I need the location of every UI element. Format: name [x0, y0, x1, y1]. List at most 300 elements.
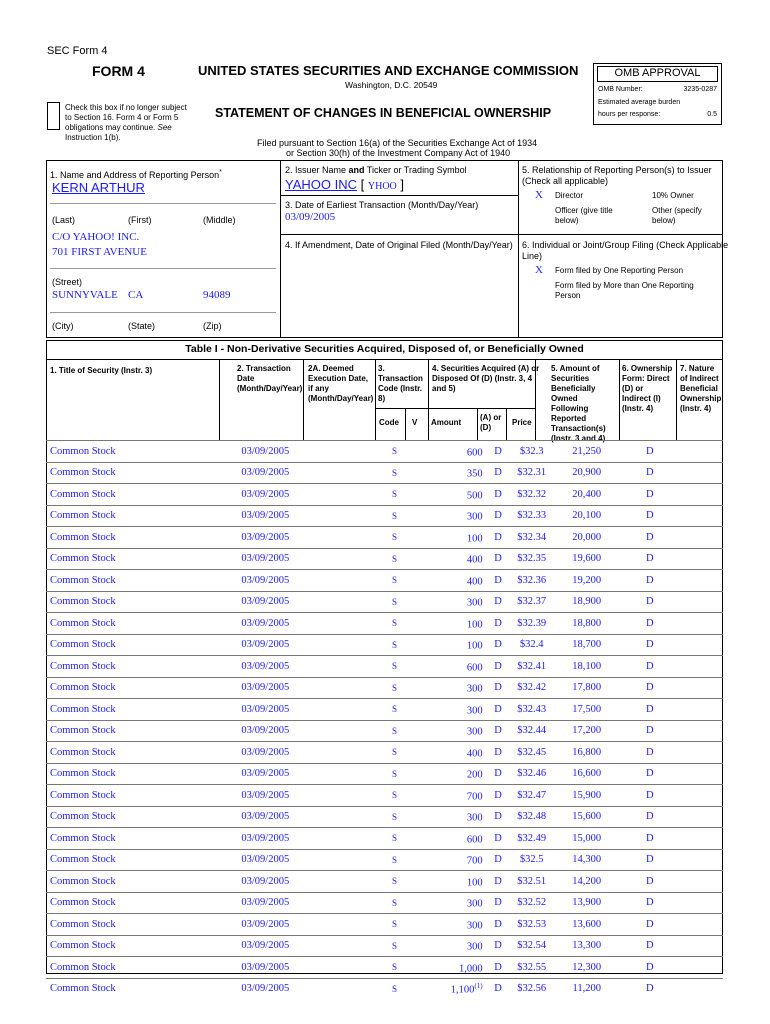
transaction-code-cell: S	[379, 871, 409, 893]
security-title-cell: Common Stock	[46, 613, 223, 635]
officer-label: Officer (give title below)	[555, 206, 613, 225]
ownership-form-cell: D	[621, 570, 679, 592]
ownership-form-cell: D	[621, 806, 679, 828]
nature-indirect-cell	[679, 677, 723, 699]
transaction-code-cell: S	[379, 591, 409, 613]
col-ownership-form: 6. Ownership Form: Direct (D) or Indirect (I) (Instr. 4)	[622, 364, 673, 413]
v-cell	[409, 699, 429, 721]
v-cell	[409, 849, 429, 871]
transaction-code-cell: S	[379, 677, 409, 699]
transaction-code-cell: S	[379, 441, 409, 463]
more-persons-label: Form filed by More than One Reporting Person	[555, 281, 694, 300]
statement-title: STATEMENT OF CHANGES IN BENEFICIAL OWNERSHIP	[215, 106, 552, 120]
table-row	[46, 763, 723, 785]
amount-owned-cell: 18,800	[553, 613, 621, 635]
ownership-form-cell: D	[621, 484, 679, 506]
nature-indirect-cell	[679, 849, 723, 871]
transaction-date-cell: 03/09/2005	[223, 828, 307, 850]
amount-owned-cell: 16,800	[553, 742, 621, 764]
price-cell: $32.33	[511, 505, 553, 527]
v-cell	[409, 441, 429, 463]
director-check-mark[interactable]: X	[535, 189, 543, 201]
amount-cell: 500	[430, 484, 486, 506]
transaction-code-cell: S	[379, 699, 409, 721]
acquired-disposed-cell: D	[486, 785, 511, 807]
middle-label: (Middle)	[203, 215, 236, 225]
v-cell	[409, 634, 429, 656]
deemed-date-cell	[307, 806, 379, 828]
nature-indirect-cell	[679, 871, 723, 893]
acquired-disposed-cell: D	[486, 613, 511, 635]
acquired-disposed-cell: D	[486, 699, 511, 721]
amount-cell: 1,000	[430, 957, 486, 979]
nature-indirect-cell	[679, 914, 723, 936]
price-cell: $32.41	[511, 656, 553, 678]
v-cell	[409, 763, 429, 785]
security-title-cell: Common Stock	[46, 957, 223, 979]
v-cell	[409, 548, 429, 570]
price-cell: $32.32	[511, 484, 553, 506]
acquired-disposed-cell: D	[486, 548, 511, 570]
v-cell	[409, 462, 429, 484]
price-cell: $32.46	[511, 763, 553, 785]
zip-label: (Zip)	[203, 321, 222, 331]
first-label: (First)	[128, 215, 152, 225]
subcol-amount: Amount	[431, 418, 462, 427]
amount-owned-cell: 20,000	[553, 527, 621, 549]
street-line-2: 701 FIRST AVENUE	[52, 246, 147, 258]
issuer-name-link[interactable]: YAHOO INC	[285, 177, 357, 192]
acquired-disposed-cell: D	[486, 892, 511, 914]
security-title-cell: Common Stock	[46, 914, 223, 936]
transaction-code-cell: S	[379, 935, 409, 957]
transaction-date-cell: 03/09/2005	[223, 742, 307, 764]
transaction-code-cell: S	[379, 462, 409, 484]
table-row	[46, 828, 723, 850]
acquired-disposed-cell: D	[486, 935, 511, 957]
amount-cell: 300	[430, 699, 486, 721]
security-title-cell: Common Stock	[46, 935, 223, 957]
transaction-date-cell: 03/09/2005	[223, 570, 307, 592]
table-row	[46, 548, 723, 570]
transactions-table	[46, 440, 723, 999]
v-cell	[409, 914, 429, 936]
nature-indirect-cell	[679, 441, 723, 463]
city-value: SUNNYVALE	[52, 289, 118, 301]
footnote-ref[interactable]: (1)	[474, 982, 483, 990]
deemed-date-cell	[307, 763, 379, 785]
price-cell: $32.36	[511, 570, 553, 592]
nature-indirect-cell	[679, 634, 723, 656]
transaction-code-cell: S	[379, 957, 409, 979]
other-label: Other (specify below)	[652, 206, 702, 225]
transaction-date-cell: 03/09/2005	[223, 763, 307, 785]
acquired-disposed-cell: D	[486, 828, 511, 850]
deemed-date-cell	[307, 505, 379, 527]
acquired-disposed-cell: D	[486, 742, 511, 764]
v-cell	[409, 570, 429, 592]
deemed-date-cell	[307, 699, 379, 721]
box2-label: 2. Issuer Name and Ticker or Trading Symbol	[285, 165, 467, 175]
v-cell	[409, 677, 429, 699]
omb-approval-title: OMB APPROVAL	[597, 66, 718, 82]
security-title-cell: Common Stock	[46, 806, 223, 828]
amount-owned-cell: 18,100	[553, 656, 621, 678]
ownership-form-cell: D	[621, 871, 679, 893]
price-cell: $32.54	[511, 935, 553, 957]
transaction-code-cell: S	[379, 914, 409, 936]
amount-cell: 300	[430, 591, 486, 613]
deemed-date-cell	[307, 742, 379, 764]
price-cell: $32.45	[511, 742, 553, 764]
deemed-date-cell	[307, 978, 379, 999]
deemed-date-cell	[307, 591, 379, 613]
director-label: Director	[555, 191, 584, 200]
security-title-cell: Common Stock	[46, 505, 223, 527]
transaction-date-cell: 03/09/2005	[223, 957, 307, 979]
amount-owned-cell: 19,600	[553, 548, 621, 570]
amount-cell: 100	[430, 613, 486, 635]
deemed-date-cell	[307, 441, 379, 463]
acquired-disposed-cell: D	[486, 914, 511, 936]
nature-indirect-cell	[679, 527, 723, 549]
v-cell	[409, 785, 429, 807]
table-one-title: Table I - Non-Derivative Securities Acquired, Disposed of, or Beneficially Owned	[185, 343, 584, 355]
nature-indirect-cell	[679, 548, 723, 570]
nature-indirect-cell	[679, 699, 723, 721]
transaction-date-cell: 03/09/2005	[223, 527, 307, 549]
transaction-date-cell: 03/09/2005	[223, 634, 307, 656]
price-cell: $32.47	[511, 785, 553, 807]
col-deemed-execution-date: 2A. Deemed Execution Date, if any (Month/Day/Year)	[308, 364, 374, 403]
table-row	[46, 871, 723, 893]
security-title-cell: Common Stock	[46, 677, 223, 699]
deemed-date-cell	[307, 720, 379, 742]
omb-approval-box	[593, 63, 722, 125]
omb-burden-label: Estimated average burden	[598, 99, 681, 106]
amount-cell: 100	[430, 634, 486, 656]
transaction-date-cell: 03/09/2005	[223, 914, 307, 936]
transaction-code-cell: S	[379, 570, 409, 592]
box1-label: 1. Name and Address of Reporting Person*	[50, 169, 222, 180]
table-row	[46, 591, 723, 613]
nature-indirect-cell	[679, 957, 723, 979]
amount-owned-cell: 18,700	[553, 634, 621, 656]
amount-cell: 700	[430, 849, 486, 871]
transaction-date-cell: 03/09/2005	[223, 935, 307, 957]
security-title-cell: Common Stock	[46, 978, 223, 999]
amount-cell: 300	[430, 935, 486, 957]
transaction-date-cell: 03/09/2005	[223, 591, 307, 613]
acquired-disposed-cell: D	[486, 634, 511, 656]
deemed-date-cell	[307, 871, 379, 893]
amount-owned-cell: 11,200	[553, 978, 621, 999]
transaction-date-cell: 03/09/2005	[223, 785, 307, 807]
table-row	[46, 957, 723, 979]
sec-form-label: SEC Form 4	[47, 45, 108, 57]
v-cell	[409, 957, 429, 979]
amount-cell: 300	[430, 806, 486, 828]
ownership-form-cell: D	[621, 978, 679, 999]
amount-owned-cell: 13,300	[553, 935, 621, 957]
transaction-code-cell: S	[379, 548, 409, 570]
ownership-form-cell: D	[621, 828, 679, 850]
transaction-code-cell: S	[379, 484, 409, 506]
nature-indirect-cell	[679, 484, 723, 506]
nature-indirect-cell	[679, 462, 723, 484]
col-amount-owned: 5. Amount of Securities Beneficially Owned Following Reported Transaction(s) (Instr. 3 and 4)	[551, 364, 606, 443]
deemed-date-cell	[307, 462, 379, 484]
nature-indirect-cell	[679, 978, 723, 999]
transaction-date-cell: 03/09/2005	[223, 613, 307, 635]
v-cell	[409, 828, 429, 850]
ownership-form-cell: D	[621, 935, 679, 957]
deemed-date-cell	[307, 527, 379, 549]
transaction-code-cell: S	[379, 828, 409, 850]
security-title-cell: Common Stock	[46, 484, 223, 506]
v-cell	[409, 892, 429, 914]
col-transaction-date: 2. Transaction Date (Month/Day/Year)	[237, 364, 303, 393]
amount-owned-cell: 17,500	[553, 699, 621, 721]
acquired-disposed-cell: D	[486, 441, 511, 463]
price-cell: $32.48	[511, 806, 553, 828]
earliest-transaction-date: 03/09/2005	[285, 211, 336, 223]
security-title-cell: Common Stock	[46, 742, 223, 764]
security-title-cell: Common Stock	[46, 591, 223, 613]
ownership-form-cell: D	[621, 656, 679, 678]
ticker-symbol: YHOO	[367, 181, 397, 192]
price-cell: $32.3	[511, 441, 553, 463]
box6-label: 6. Individual or Joint/Group Filing (Check Applicable Line)	[522, 240, 729, 261]
ownership-form-cell: D	[621, 591, 679, 613]
amount-owned-cell: 15,900	[553, 785, 621, 807]
price-cell: $32.5	[511, 849, 553, 871]
table-row	[46, 742, 723, 764]
nature-indirect-cell	[679, 892, 723, 914]
amount-owned-cell: 12,300	[553, 957, 621, 979]
amount-cell: 300	[430, 677, 486, 699]
v-cell	[409, 505, 429, 527]
transaction-date-cell: 03/09/2005	[223, 699, 307, 721]
table-row	[46, 914, 723, 936]
security-title-cell: Common Stock	[46, 570, 223, 592]
price-cell: $32.34	[511, 527, 553, 549]
ownership-form-cell: D	[621, 785, 679, 807]
transaction-date-cell: 03/09/2005	[223, 441, 307, 463]
table-row	[46, 527, 723, 549]
transaction-date-cell: 03/09/2005	[223, 978, 307, 999]
transaction-code-cell: S	[379, 720, 409, 742]
omb-number-value: 3235-0287	[683, 86, 717, 93]
amount-cell: 400	[430, 742, 486, 764]
transaction-code-cell: S	[379, 763, 409, 785]
v-cell	[409, 742, 429, 764]
security-title-cell: Common Stock	[46, 656, 223, 678]
deemed-date-cell	[307, 914, 379, 936]
subcol-price: Price	[512, 418, 532, 427]
street-label: (Street)	[52, 277, 83, 287]
price-cell: $32.43	[511, 699, 553, 721]
transaction-date-cell: 03/09/2005	[223, 849, 307, 871]
amount-owned-cell: 15,000	[553, 828, 621, 850]
v-cell	[409, 613, 429, 635]
nature-indirect-cell	[679, 785, 723, 807]
acquired-disposed-cell: D	[486, 957, 511, 979]
nature-indirect-cell	[679, 720, 723, 742]
state-value: CA	[128, 289, 144, 301]
filed-pursuant-line-1: Filed pursuant to Section 16(a) of the Securities Exchange Act of 1934	[257, 138, 538, 148]
reporting-person-name[interactable]: KERN ARTHUR	[52, 180, 145, 195]
table-row	[46, 785, 723, 807]
transaction-date-cell: 03/09/2005	[223, 548, 307, 570]
deemed-date-cell	[307, 785, 379, 807]
price-cell: $32.4	[511, 634, 553, 656]
deemed-date-cell	[307, 957, 379, 979]
amount-cell: 300	[430, 914, 486, 936]
transaction-code-cell: S	[379, 892, 409, 914]
amount-cell: 200	[430, 763, 486, 785]
security-title-cell: Common Stock	[46, 720, 223, 742]
one-person-check-mark[interactable]: X	[535, 264, 543, 276]
one-person-label: Form filed by One Reporting Person	[555, 266, 684, 275]
amount-owned-cell: 13,900	[553, 892, 621, 914]
table-row	[46, 613, 723, 635]
transaction-date-cell: 03/09/2005	[223, 806, 307, 828]
v-cell	[409, 656, 429, 678]
deemed-date-cell	[307, 892, 379, 914]
amount-owned-cell: 15,600	[553, 806, 621, 828]
table-row	[46, 462, 723, 484]
nature-indirect-cell	[679, 570, 723, 592]
amount-cell: 100	[430, 527, 486, 549]
ownership-form-cell: D	[621, 462, 679, 484]
col-securities-acquired-disposed: 4. Securities Acquired (A) or Disposed Of (D) (Instr. 3, 4 and 5)	[432, 364, 540, 393]
deemed-date-cell	[307, 656, 379, 678]
ownership-form-cell: D	[621, 914, 679, 936]
nature-indirect-cell	[679, 505, 723, 527]
table-row	[46, 720, 723, 742]
transaction-date-cell: 03/09/2005	[223, 462, 307, 484]
amount-cell: 400	[430, 570, 486, 592]
ownership-form-cell: D	[621, 763, 679, 785]
transaction-code-cell: S	[379, 806, 409, 828]
price-cell: $32.35	[511, 548, 553, 570]
transaction-code-cell: S	[379, 978, 409, 999]
checkbox-instructions: Check this box if no longer subject to Section 16. Form 4 or Form 5 obligations may continue. See Instruction 1(b).	[65, 103, 187, 142]
table-row	[46, 892, 723, 914]
amount-cell: 600	[430, 828, 486, 850]
nature-indirect-cell	[679, 806, 723, 828]
ownership-form-cell: D	[621, 441, 679, 463]
acquired-disposed-cell: D	[486, 978, 511, 999]
deemed-date-cell	[307, 484, 379, 506]
amount-cell: 600	[430, 441, 486, 463]
no-longer-subject-checkbox[interactable]	[47, 102, 60, 130]
ownership-form-cell: D	[621, 548, 679, 570]
price-cell: $32.49	[511, 828, 553, 850]
security-title-cell: Common Stock	[46, 441, 223, 463]
transaction-code-cell: S	[379, 527, 409, 549]
transaction-date-cell: 03/09/2005	[223, 871, 307, 893]
security-title-cell: Common Stock	[46, 871, 223, 893]
v-cell	[409, 871, 429, 893]
deemed-date-cell	[307, 613, 379, 635]
price-cell: $32.44	[511, 720, 553, 742]
subcol-code: Code	[379, 418, 399, 427]
security-title-cell: Common Stock	[46, 892, 223, 914]
amount-owned-cell: 14,300	[553, 849, 621, 871]
price-cell: $32.51	[511, 871, 553, 893]
amount-cell: 400	[430, 548, 486, 570]
box5-label: 5. Relationship of Reporting Person(s) to Issuer (Check all applicable)	[522, 165, 712, 186]
col-title-of-security: 1. Title of Security (Instr. 3)	[50, 366, 153, 375]
security-title-cell: Common Stock	[46, 828, 223, 850]
amount-cell: 300	[430, 720, 486, 742]
amount-owned-cell: 20,100	[553, 505, 621, 527]
zip-value: 94089	[203, 289, 231, 301]
acquired-disposed-cell: D	[486, 527, 511, 549]
price-cell: $32.53	[511, 914, 553, 936]
ownership-form-cell: D	[621, 699, 679, 721]
ownership-form-cell: D	[621, 613, 679, 635]
deemed-date-cell	[307, 849, 379, 871]
deemed-date-cell	[307, 828, 379, 850]
security-title-cell: Common Stock	[46, 849, 223, 871]
omb-number-label: OMB Number:	[598, 86, 643, 93]
price-cell: $32.31	[511, 462, 553, 484]
deemed-date-cell	[307, 935, 379, 957]
deemed-date-cell	[307, 634, 379, 656]
amount-owned-cell: 21,250	[553, 441, 621, 463]
nature-indirect-cell	[679, 591, 723, 613]
transaction-code-cell: S	[379, 613, 409, 635]
amount-owned-cell: 16,600	[553, 763, 621, 785]
transaction-code-cell: S	[379, 656, 409, 678]
acquired-disposed-cell: D	[486, 806, 511, 828]
amount-owned-cell: 19,200	[553, 570, 621, 592]
acquired-disposed-cell: D	[486, 505, 511, 527]
security-title-cell: Common Stock	[46, 634, 223, 656]
v-cell	[409, 806, 429, 828]
transaction-date-cell: 03/09/2005	[223, 505, 307, 527]
v-cell	[409, 720, 429, 742]
ownership-form-cell: D	[621, 527, 679, 549]
ownership-form-cell: D	[621, 505, 679, 527]
deemed-date-cell	[307, 677, 379, 699]
table-row	[46, 677, 723, 699]
price-cell: $32.56	[511, 978, 553, 999]
amount-cell: 1,100$^{(1)}$	[430, 978, 486, 999]
acquired-disposed-cell: D	[486, 656, 511, 678]
table-row	[46, 699, 723, 721]
table-row	[46, 505, 723, 527]
transaction-date-cell: 03/09/2005	[223, 720, 307, 742]
table-row	[46, 978, 723, 999]
amount-cell: 100	[430, 871, 486, 893]
price-cell: $32.42	[511, 677, 553, 699]
nature-indirect-cell	[679, 742, 723, 764]
acquired-disposed-cell: D	[486, 462, 511, 484]
acquired-disposed-cell: D	[486, 720, 511, 742]
city-label: (City)	[52, 321, 74, 331]
transaction-date-cell: 03/09/2005	[223, 656, 307, 678]
v-cell	[409, 484, 429, 506]
deemed-date-cell	[307, 548, 379, 570]
acquired-disposed-cell: D	[486, 763, 511, 785]
transaction-date-cell: 03/09/2005	[223, 484, 307, 506]
security-title-cell: Common Stock	[46, 699, 223, 721]
security-title-cell: Common Stock	[46, 785, 223, 807]
